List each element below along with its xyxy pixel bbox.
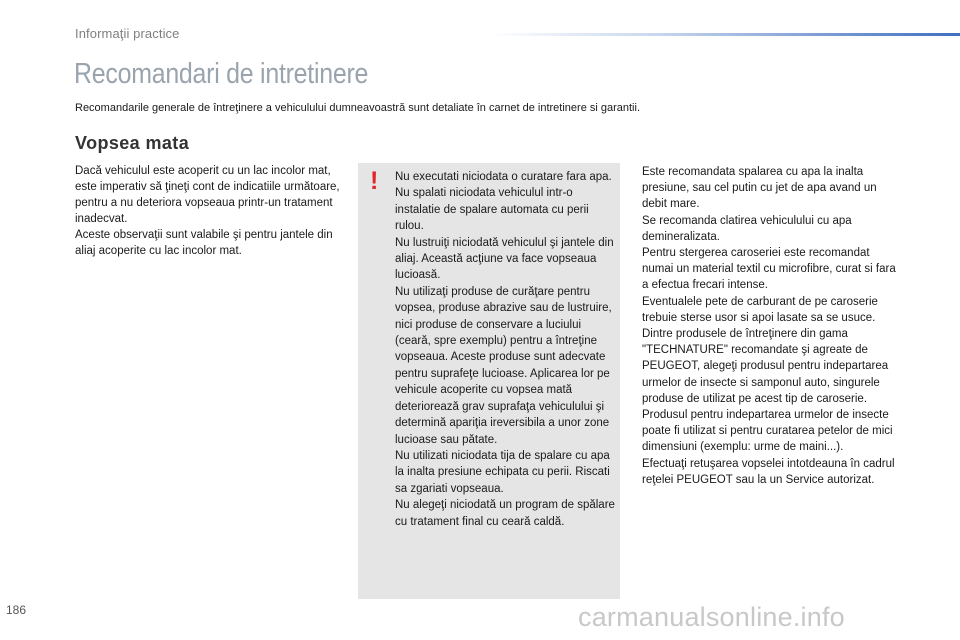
header-divider bbox=[490, 33, 960, 36]
warning-paragraph: Nu executati niciodata o curatare fara apa. bbox=[395, 171, 612, 183]
paragraph: Produsul pentru indepartarea urmelor de insecte poate fi utilizat si pentru curatarea petelor de mici dimensiuni (exemplu: urme de maini...). bbox=[642, 409, 893, 454]
warning-text bbox=[395, 169, 615, 530]
paragraph: Eventualele pete de carburant de pe caroserie trebuie sterse usor si apoi lasate sa se usuce. bbox=[642, 295, 878, 324]
page-title: Recomandari de intretinere bbox=[74, 58, 369, 90]
warning-paragraph: Nu spalati niciodata vehiculul intr-o instalatie de spalare automata cu perii rulou. bbox=[395, 187, 589, 233]
left-column bbox=[75, 163, 343, 259]
paragraph: Dacă vehiculul este acoperit cu un lac incolor mat, este imperativ să ţineţi cont de indicatiile următoare, pentru a nu deteriora vopseaua printr-un tratament inadecvat. bbox=[75, 165, 340, 225]
paragraph: Dintre produsele de întreţinere din gama "TECHNATURE" recomandate şi agreate de PEUGEOT, alegeţi produsul pentru indepartarea urmelor de insecte si samponul auto, singurele produse de utilizat pe acest tip de caroserie. bbox=[642, 328, 889, 405]
paragraph: Pentru stergerea caroseriei este recomandat numai un material textil cu microfibre, curat si fara a efectua frecari intense. bbox=[642, 247, 896, 292]
warning-paragraph: Nu utilizaţi produse de curăţare pentru vopsea, produse abrazive sau de lustruire, nici produse de conservare a luciului (ceară, spre exemplu) pentru a întreţine vopseaua. Aceste produse sunt adecvate pentru suprafeţe lucioase. Aplicarea lor pe vehicule acoperite cu vopsea mată deteriorează grav suprafaţa vehiculului şi determină apariţia ireversibila a unor zone lucioase sau pătate. bbox=[395, 285, 612, 446]
paragraph: Efectuaţi retuşarea vopselei intotdeauna în cadrul reţelei PEUGEOT sau la un Service autorizat. bbox=[642, 457, 895, 486]
warning-box bbox=[358, 163, 620, 599]
warning-paragraph: Nu lustruiţi niciodată vehiculul şi jantele din aliaj. Această acţiune va face vopseaua lucioasă. bbox=[395, 236, 614, 282]
paragraph: Aceste observaţii sunt valabile şi pentru jantele din aliaj acoperite cu lac incolor mat. bbox=[75, 229, 333, 257]
warning-paragraph: Nu utilizati niciodata tija de spalare cu apa la inalta presiune echipata cu perii. Riscati sa zgariati vopseaua. bbox=[395, 449, 610, 495]
paragraph: Este recomandata spalarea cu apa la inalta presiune, sau cel putin cu jet de apa avand un debit mare. bbox=[642, 166, 877, 211]
exclamation-warning-icon: ! bbox=[370, 167, 379, 195]
watermark: carmanualsonline.info bbox=[578, 602, 845, 632]
warning-paragraph: Nu alegeţi niciodată un program de spălare cu tratament final cu ceară caldă. bbox=[395, 499, 615, 528]
right-column bbox=[642, 164, 904, 488]
section-header: Informaţii practice bbox=[75, 26, 180, 41]
intro-text: Recomandarile generale de întreţinere a vehiculului dumneavoastră sunt detaliate în carnet de intretinere si garantii. bbox=[75, 102, 641, 114]
section-title: Vopsea mata bbox=[75, 133, 190, 153]
paragraph: Se recomanda clatirea vehiculului cu apa demineralizata. bbox=[642, 214, 852, 243]
page-number: 186 bbox=[6, 603, 27, 617]
